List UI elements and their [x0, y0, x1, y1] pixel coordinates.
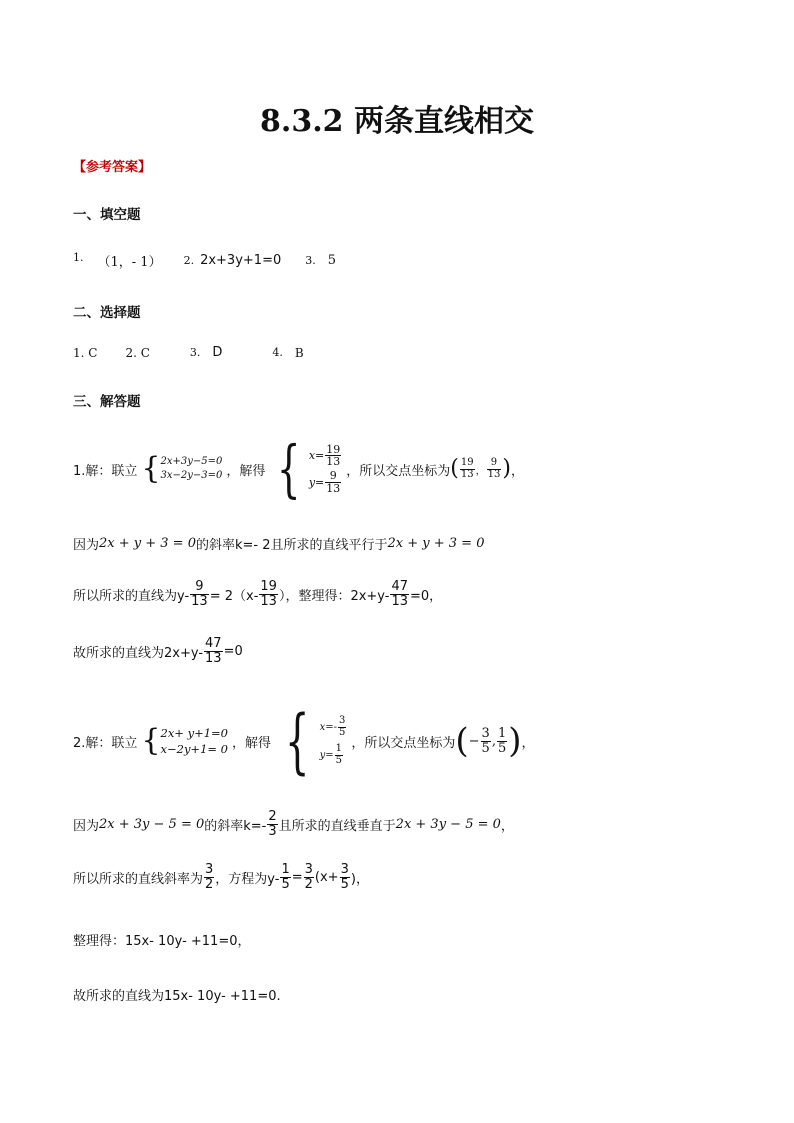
p2-pt-y [497, 727, 507, 755]
p1-l3-b: = 2（x- [209, 588, 259, 604]
choice-3-number: 3. [189, 346, 201, 359]
p2-line-conclusion [73, 985, 281, 1004]
p1-l4-f-num: 47 [205, 636, 222, 651]
p2-pt-comma: , [491, 733, 496, 749]
p2-x-lhs: x=- [319, 721, 337, 733]
p2-pt-x-den: 5 [481, 740, 490, 756]
q1-number: 1. [73, 251, 84, 264]
q1-answer: （1，- 1） [97, 255, 162, 270]
p2-l3-e: )， [350, 871, 369, 887]
q3-answer: 5 [327, 253, 337, 268]
p1-end: ， [510, 463, 524, 479]
p2-end: ， [521, 735, 535, 751]
p1-pt-comma: ， [475, 465, 486, 477]
p2-l3-f3-num: 3 [304, 862, 313, 877]
p2-l2-end: ， [500, 818, 514, 834]
p2-l2-f-den: 3 [268, 823, 277, 839]
p1-solution [269, 432, 342, 505]
choice-4-number: 4. [272, 346, 283, 359]
p1-so: ，所以交点坐标为 [346, 463, 451, 479]
p2-lead: 2.解：联立 [73, 735, 138, 751]
p1-y-den: 13 [326, 481, 341, 495]
p2-l2-f-num: 2 [268, 809, 277, 824]
p2-line-simplified [73, 930, 251, 949]
p1-solve: ，解得 [226, 463, 266, 479]
p1-pt-y-num: 9 [490, 457, 498, 468]
right-paren-icon: ) [508, 721, 522, 761]
p1-eq1: 2x+3y−5=0 [160, 456, 223, 467]
choice-3: D [212, 345, 223, 360]
choice-2: 2. C [125, 345, 150, 360]
p1-x-num: 19 [326, 442, 341, 456]
choice-answers [73, 345, 304, 360]
q2-number: 2. [183, 254, 195, 267]
p2-l3-a: 所以所求的直线斜率为 [73, 871, 204, 887]
left-brace-icon: { [285, 700, 310, 782]
p2-eq2: x−2y+1= 0 [160, 742, 228, 756]
p2-line-system [73, 700, 535, 782]
p2-l5: 故所求的直线为15x- 10y- +11=0. [73, 989, 281, 1004]
p2-l2-c: 且所求的直线垂直于 [278, 818, 396, 834]
p1-l3-f2-num: 19 [260, 579, 277, 594]
p1-lead: 1.解：联立 [73, 463, 138, 479]
p2-l2-eq2: 2x + 3y − 5 = 0 [395, 816, 501, 832]
p1-line-equation [73, 580, 442, 608]
section-solution-heading: 三、解答题 [73, 394, 141, 410]
p2-solve: ，解得 [232, 735, 272, 751]
p2-l2-eq: 2x + 3y − 5 = 0 [99, 816, 205, 832]
p1-l3-f1-num: 9 [195, 579, 204, 594]
choice-1: 1. C [73, 345, 98, 360]
p1-pt-x [460, 458, 475, 480]
p2-l3-f3-den: 2 [304, 876, 313, 892]
p1-l4-f-den: 13 [205, 650, 222, 666]
p2-line-equation [73, 863, 369, 891]
answer-tag: 【参考答案】 [73, 160, 152, 175]
p1-x-lhs: x= [308, 449, 325, 463]
section-fill-blank-heading: 一、填空题 [73, 207, 141, 223]
p2-l3-f2-den: 5 [281, 876, 290, 892]
p2-x-den: 5 [338, 726, 346, 738]
p1-pt-y-den: 13 [487, 468, 501, 480]
p2-l3-f4-den: 5 [340, 876, 349, 892]
p2-l3-f1-num: 3 [205, 862, 214, 877]
q3-number: 3. [305, 254, 316, 267]
p1-y-num: 9 [329, 469, 337, 482]
left-brace-icon: { [277, 432, 301, 505]
p2-line-slope [73, 810, 514, 838]
p2-pt-x [481, 727, 491, 755]
p1-l3-f2-den: 13 [260, 593, 277, 609]
left-brace-icon: { [141, 451, 161, 486]
p2-pt-x-num: 3 [481, 725, 490, 741]
p1-pt-x-num: 19 [460, 457, 474, 468]
p1-l3-d: =0， [410, 588, 443, 604]
right-paren-icon: ) [502, 456, 511, 481]
p1-l2-a: 因为 [73, 538, 100, 553]
p2-pt-y-num: 1 [497, 725, 507, 741]
left-brace-icon: { [141, 723, 161, 758]
p1-eq2: 3x−2y−3=0 [160, 470, 223, 481]
p1-l3-f1-den: 13 [191, 593, 208, 609]
fill-blank-answers [73, 251, 336, 270]
p1-x-den: 13 [326, 455, 341, 469]
p1-l2-b: 的斜率k=- 2且所求的直线平行于 [195, 538, 388, 553]
p1-y-lhs: y= [308, 475, 325, 489]
p2-system [141, 725, 228, 757]
p2-l4: 整理得：15x- 10y- +11=0， [73, 934, 251, 949]
p1-line-system [73, 432, 524, 505]
p2-l3-d: (x+ [314, 869, 339, 885]
p2-solution [275, 700, 347, 782]
p2-l3-f4-num: 3 [340, 862, 349, 877]
p1-l4-a: 故所求的直线为2x+y- [73, 645, 204, 661]
p2-l3-b: ，方程为y- [215, 871, 280, 887]
left-paren-icon: ( [455, 721, 469, 761]
q2-answer: 2x+3y+1=0 [200, 253, 282, 268]
p2-l3-f1-den: 2 [205, 876, 214, 892]
p2-l2-b: 的斜率k=- [204, 818, 267, 834]
p2-l3-f2-num: 1 [281, 862, 290, 877]
p2-eq1: 2x+ y+1=0 [160, 726, 228, 740]
p2-l3-c: = [291, 869, 303, 885]
p1-l4-b: =0 [223, 643, 243, 659]
p1-l3-c: ），整理得：2x+y- [278, 588, 390, 604]
p1-line-slope [73, 534, 484, 553]
p1-pt-y [487, 458, 502, 480]
p1-pt-x-den: 13 [460, 468, 474, 480]
p1-l2-eq: 2x + y + 3 = 0 [99, 536, 196, 551]
page-title: 8.3.2 两条直线相交 [260, 104, 534, 139]
p2-pt-minus: − [468, 733, 480, 749]
p2-x-num: 3 [338, 715, 346, 726]
p2-y-num: 1 [335, 743, 342, 754]
p2-y-lhs: y= [319, 749, 334, 761]
p1-l3-a: 所以所求的直线为y- [73, 588, 190, 604]
p1-system [141, 451, 223, 486]
p2-l2-a: 因为 [73, 818, 100, 834]
p1-l2-eq2: 2x + y + 3 = 0 [387, 536, 485, 551]
left-paren-icon: ( [450, 456, 459, 481]
p1-l3-f3-den: 13 [391, 593, 408, 609]
p2-pt-y-den: 5 [497, 740, 507, 756]
p2-so: ，所以交点坐标为 [351, 735, 456, 751]
p1-line-conclusion [73, 637, 243, 665]
p2-y-den: 5 [335, 754, 342, 766]
choice-4: B [294, 345, 304, 360]
section-choice-heading: 二、选择题 [73, 305, 141, 321]
p1-l3-f3-num: 47 [391, 579, 408, 594]
